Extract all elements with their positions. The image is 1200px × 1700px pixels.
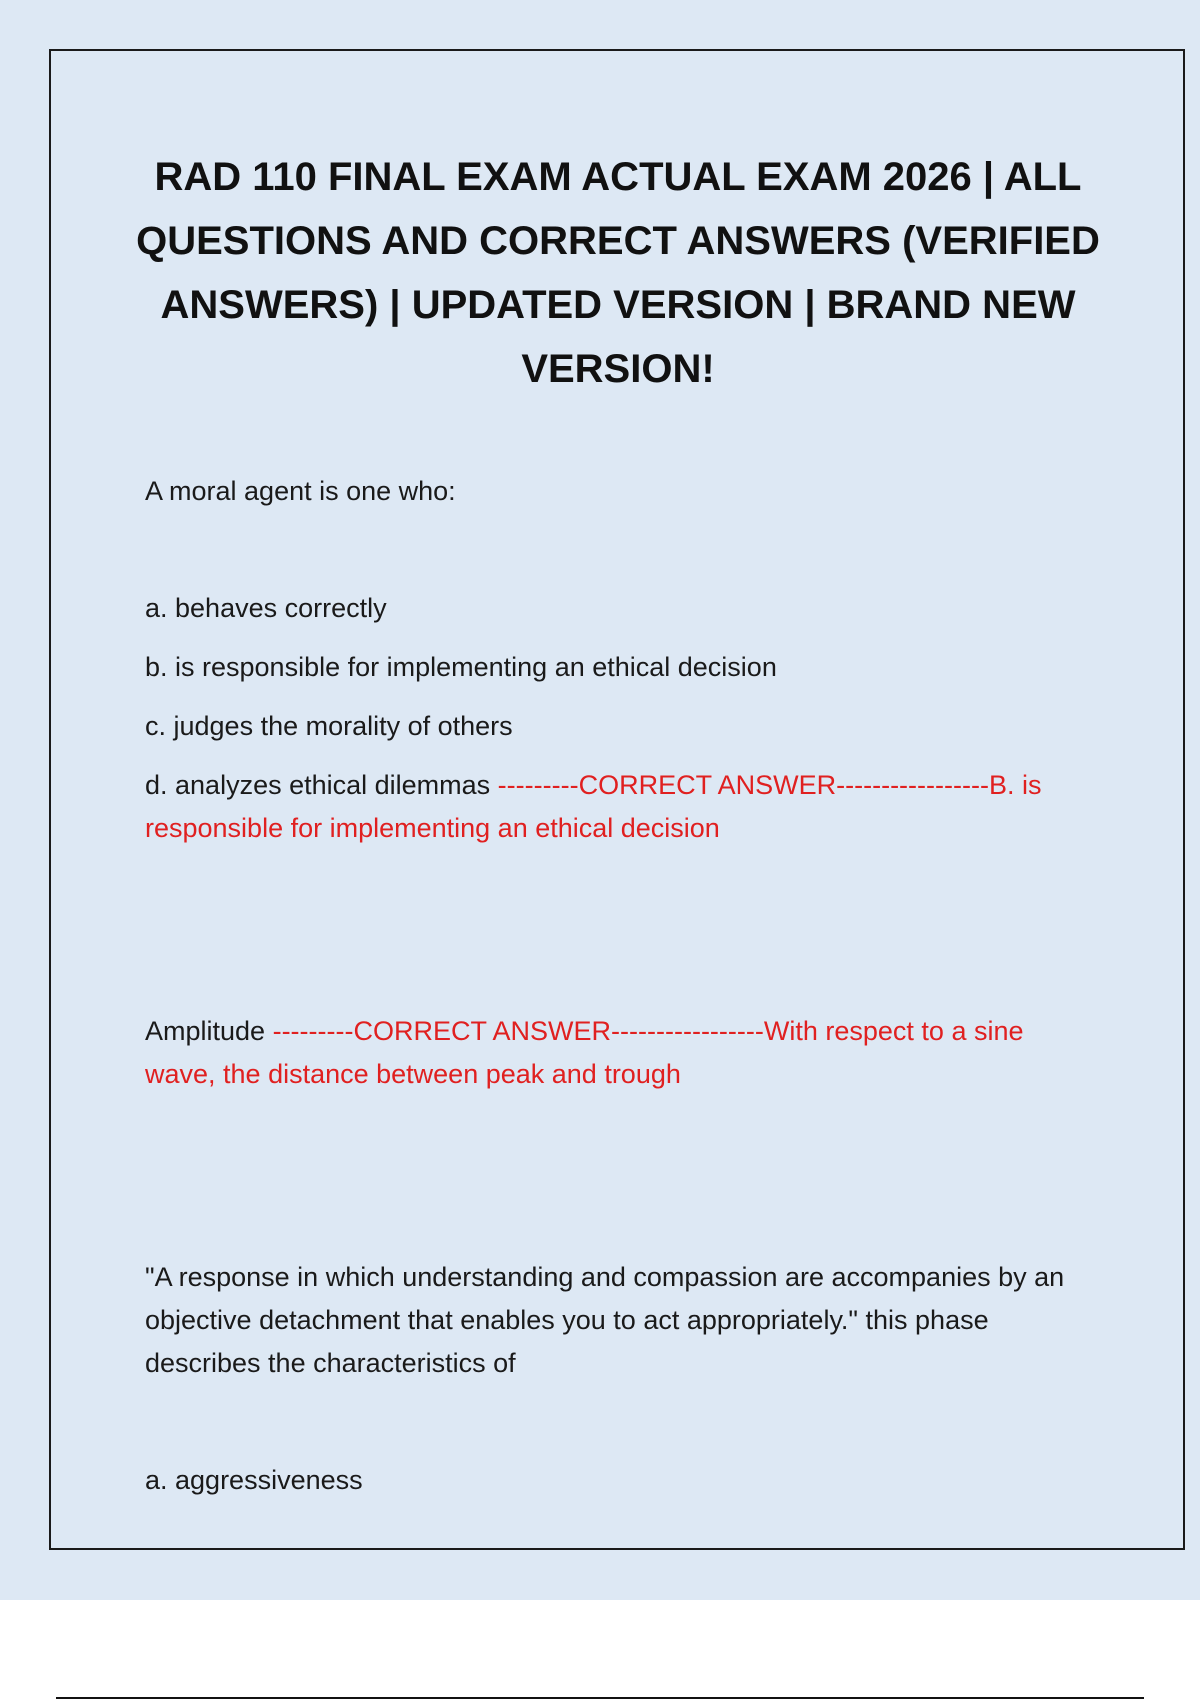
question-3-option-a: a. aggressiveness — [145, 1465, 363, 1495]
question-list — [145, 470, 1090, 1502]
question-1-prompt: A moral agent is one who: — [145, 476, 456, 506]
question-1-option-a: a. behaves correctly — [145, 593, 387, 623]
question-3-prompt: "A response in which understanding and compassion are accompanies by an objective detachment that enables you to act appropriately." this phase describes the characteristics of — [145, 1262, 1065, 1378]
question-1-option-d: d. analyzes ethical dilemmas — [145, 770, 491, 800]
question-1-correct-answer: ---------CORRECT ANSWER-----------------B. is responsible for implementing an ethical decision — [145, 770, 1042, 843]
question-1-option-c: c. judges the morality of others — [145, 711, 513, 741]
question-2-correct-answer: ---------CORRECT ANSWER-----------------With respect to a sine wave, the distance between peak and trough — [145, 1016, 1024, 1089]
question-2 — [145, 1010, 1090, 1096]
question-2-prompt: Amplitude — [145, 1016, 266, 1046]
question-1-option-b: b. is responsible for implementing an ethical decision — [145, 652, 777, 682]
document-title: RAD 110 FINAL EXAM ACTUAL EXAM 2026 | ALL QUESTIONS AND CORRECT ANSWERS (VERIFIED ANSWERS) | UPDATED VERSION | BRAND NEW VERSION! — [136, 155, 1100, 391]
question-1-option-d-with-answer — [145, 764, 1090, 850]
page-divider — [56, 1697, 1144, 1699]
